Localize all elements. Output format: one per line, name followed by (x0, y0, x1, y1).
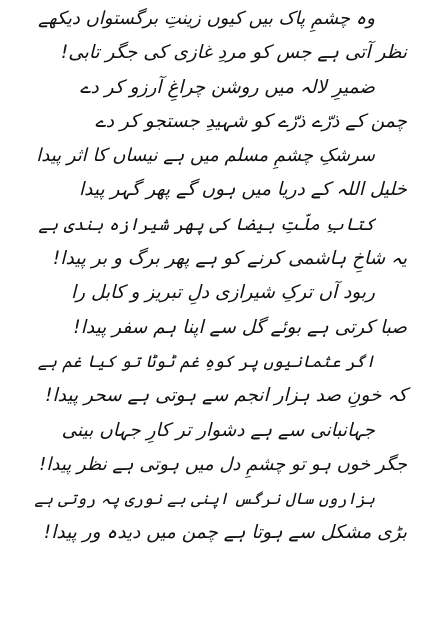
poem-line: کتابِ ملّتِ بیضا کی پھر شیرازہ بندی ہے (38, 214, 375, 235)
poem-line: نظر آتی ہے جس کو مردِ غازی کی جگر تابی! (60, 42, 407, 64)
poem-line: جہانبانی سے ہے دشوار تر کارِ جہاں بینی (61, 419, 375, 441)
poem-line: خلیل اللہ کے دریا میں ہوں گے پھر گہر پیدا (79, 179, 407, 201)
poem-line: ہزاروں سال نرگس اپنی بے نوری پہ روتی ہے (34, 489, 375, 509)
poem-line: یہ شاخِ ہاشمی کرنے کو ہے پھر برگ و بر پیدا! (52, 248, 407, 270)
poem-line: سرشکِ چشمِ مسلم میں ہے نیساں کا اثر پیدا (36, 145, 375, 167)
poem-line: وہ چشمِ پاک بیں کیوں زینتِ برگستواں دیکھے (38, 8, 375, 29)
poem-line: اگر عثمانیوں پر کوہِ غم ٹوٹا تو کیا غم ہے (37, 351, 375, 371)
poem-line: بڑی مشکل سے ہوتا ہے چمن میں دیدہ ور پیدا! (43, 522, 407, 544)
poem-line: صبا کرتی ہے بوئے گل سے اپنا ہم سفر پیدا! (73, 316, 407, 338)
poem-line: کہ خونِ صد ہزار انجم سے ہوتی ہے سحر پیدا! (45, 385, 407, 407)
poem-line: ربود آں ترکِ شیرازی دلِ تبریز و کابل را (71, 282, 375, 304)
poem-text (30, 2, 407, 551)
poem-line: ضمیرِ لالہ میں روشن چراغِ آرزو کر دے (79, 76, 375, 98)
poem-line: جگر خوں ہو تو چشمِ دل میں ہوتی ہے نظر پیدا! (39, 453, 407, 475)
poem-line: چمن کے ذرّے ذرّے کو شہیدِ جستجو کر دے (94, 110, 407, 132)
